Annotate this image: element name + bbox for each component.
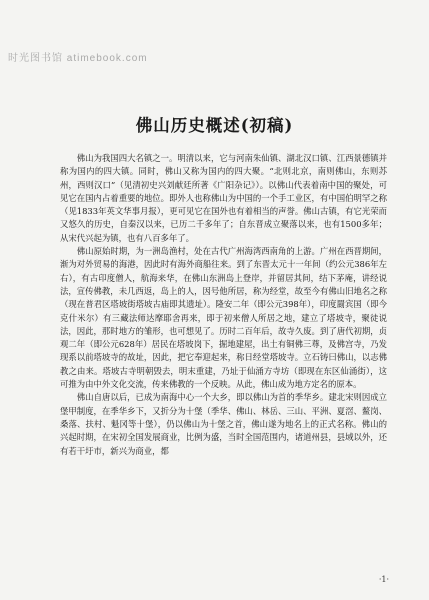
- paragraph: 佛山自唐以后，已成为南海中心一个大乡，即以佛山为首的季华乡。建北宋则因成立堡甲制度，在季华乡下，又折分为十堡（季华、佛山、林岳、三山、平洲、夏滘、鳌岗、桑落、扶村、魁冈等十堡），仍以佛山为十堡之首，佛山遂为地名上的正式名称。佛山的兴起时期，在宋初全国发展商业，比例为盛，当时全国范围内，诸道州县，县域以外，还有若干圩市，新兴为商业，都: [60, 392, 387, 456]
- watermark: 时光图书馆 atimebook.com: [8, 53, 148, 64]
- paragraph: 佛山原始时期，为一洲岛渔村，处在古代广州海湾西南角的上游。广州在西晋期间，渐为对外贸易的海港，因此时有海外商船往来。到了东晋太元十一年间（约公元386年左右），有古印度僧人，航海来华，在佛山东洲岛上登岸，并留居其间，结下茅庵，讲经说法，宣传佛教，未几西返，岛上的人，因号他所居，称为经堂，故至今有佛山旧地名之称（现在普君区塔坡街塔坡古庙即其遗址）。隆安二年（即公元398年），印度罽宾国（即今克什米尔）有三藏法师达摩耶舍再来，即于初来僧人所居之地，建立了塔坡寺，聚徒说法，因此，那时地方的雏形，也可想见了。历时二百年后，故寺久废。到了唐代初期，贞观二年（即公元628年）居民在塔坡岗下，掘地建屋，出土有铜佛三尊，及佛宫寺，乃发现系以前塔坡寺的故址，因此，把它奉迎起来，称日经堂塔坡寺。立石铸曰佛山，以志佛教之由来。塔坡古寺明朝毁去，明末重建，乃址于仙涌方寺坊（即现在东区仙涌街），这可推为由中外文化交流，传来佛教的一个反映。从此，佛山成为地方定名的原本。: [60, 246, 387, 390]
- paragraph: 佛山为我国四大名镇之一。明清以来，它与河南朱仙镇、湖北汉口镇、江西景德镇并称为国内的四大镇。同时，佛山又称为国内的四大聚。“北则北京，南则佛山，东则苏州，西则汉口”（见清初史兴刘献廷所著《广阳杂记》）。以佛山代表着南中国的聚处，可见它在国内占着重要的地位。即外人也称佛山为中国的一个手工业区，有中国伯明罕之称（见1833年英文华事月报），更可见它在国外也有着相当的声誉。佛山古镇，有它光荣而又悠久的历史，自秦汉以来，已历二千多年了；自东晋成立聚落以来，也有1500多年；从宋代兴起为镇，也有八百多年了。: [60, 153, 387, 243]
- document-title: 佛山历史概述(初稿): [135, 116, 294, 135]
- page-number: ·1·: [378, 575, 389, 584]
- body-text: [60, 152, 387, 458]
